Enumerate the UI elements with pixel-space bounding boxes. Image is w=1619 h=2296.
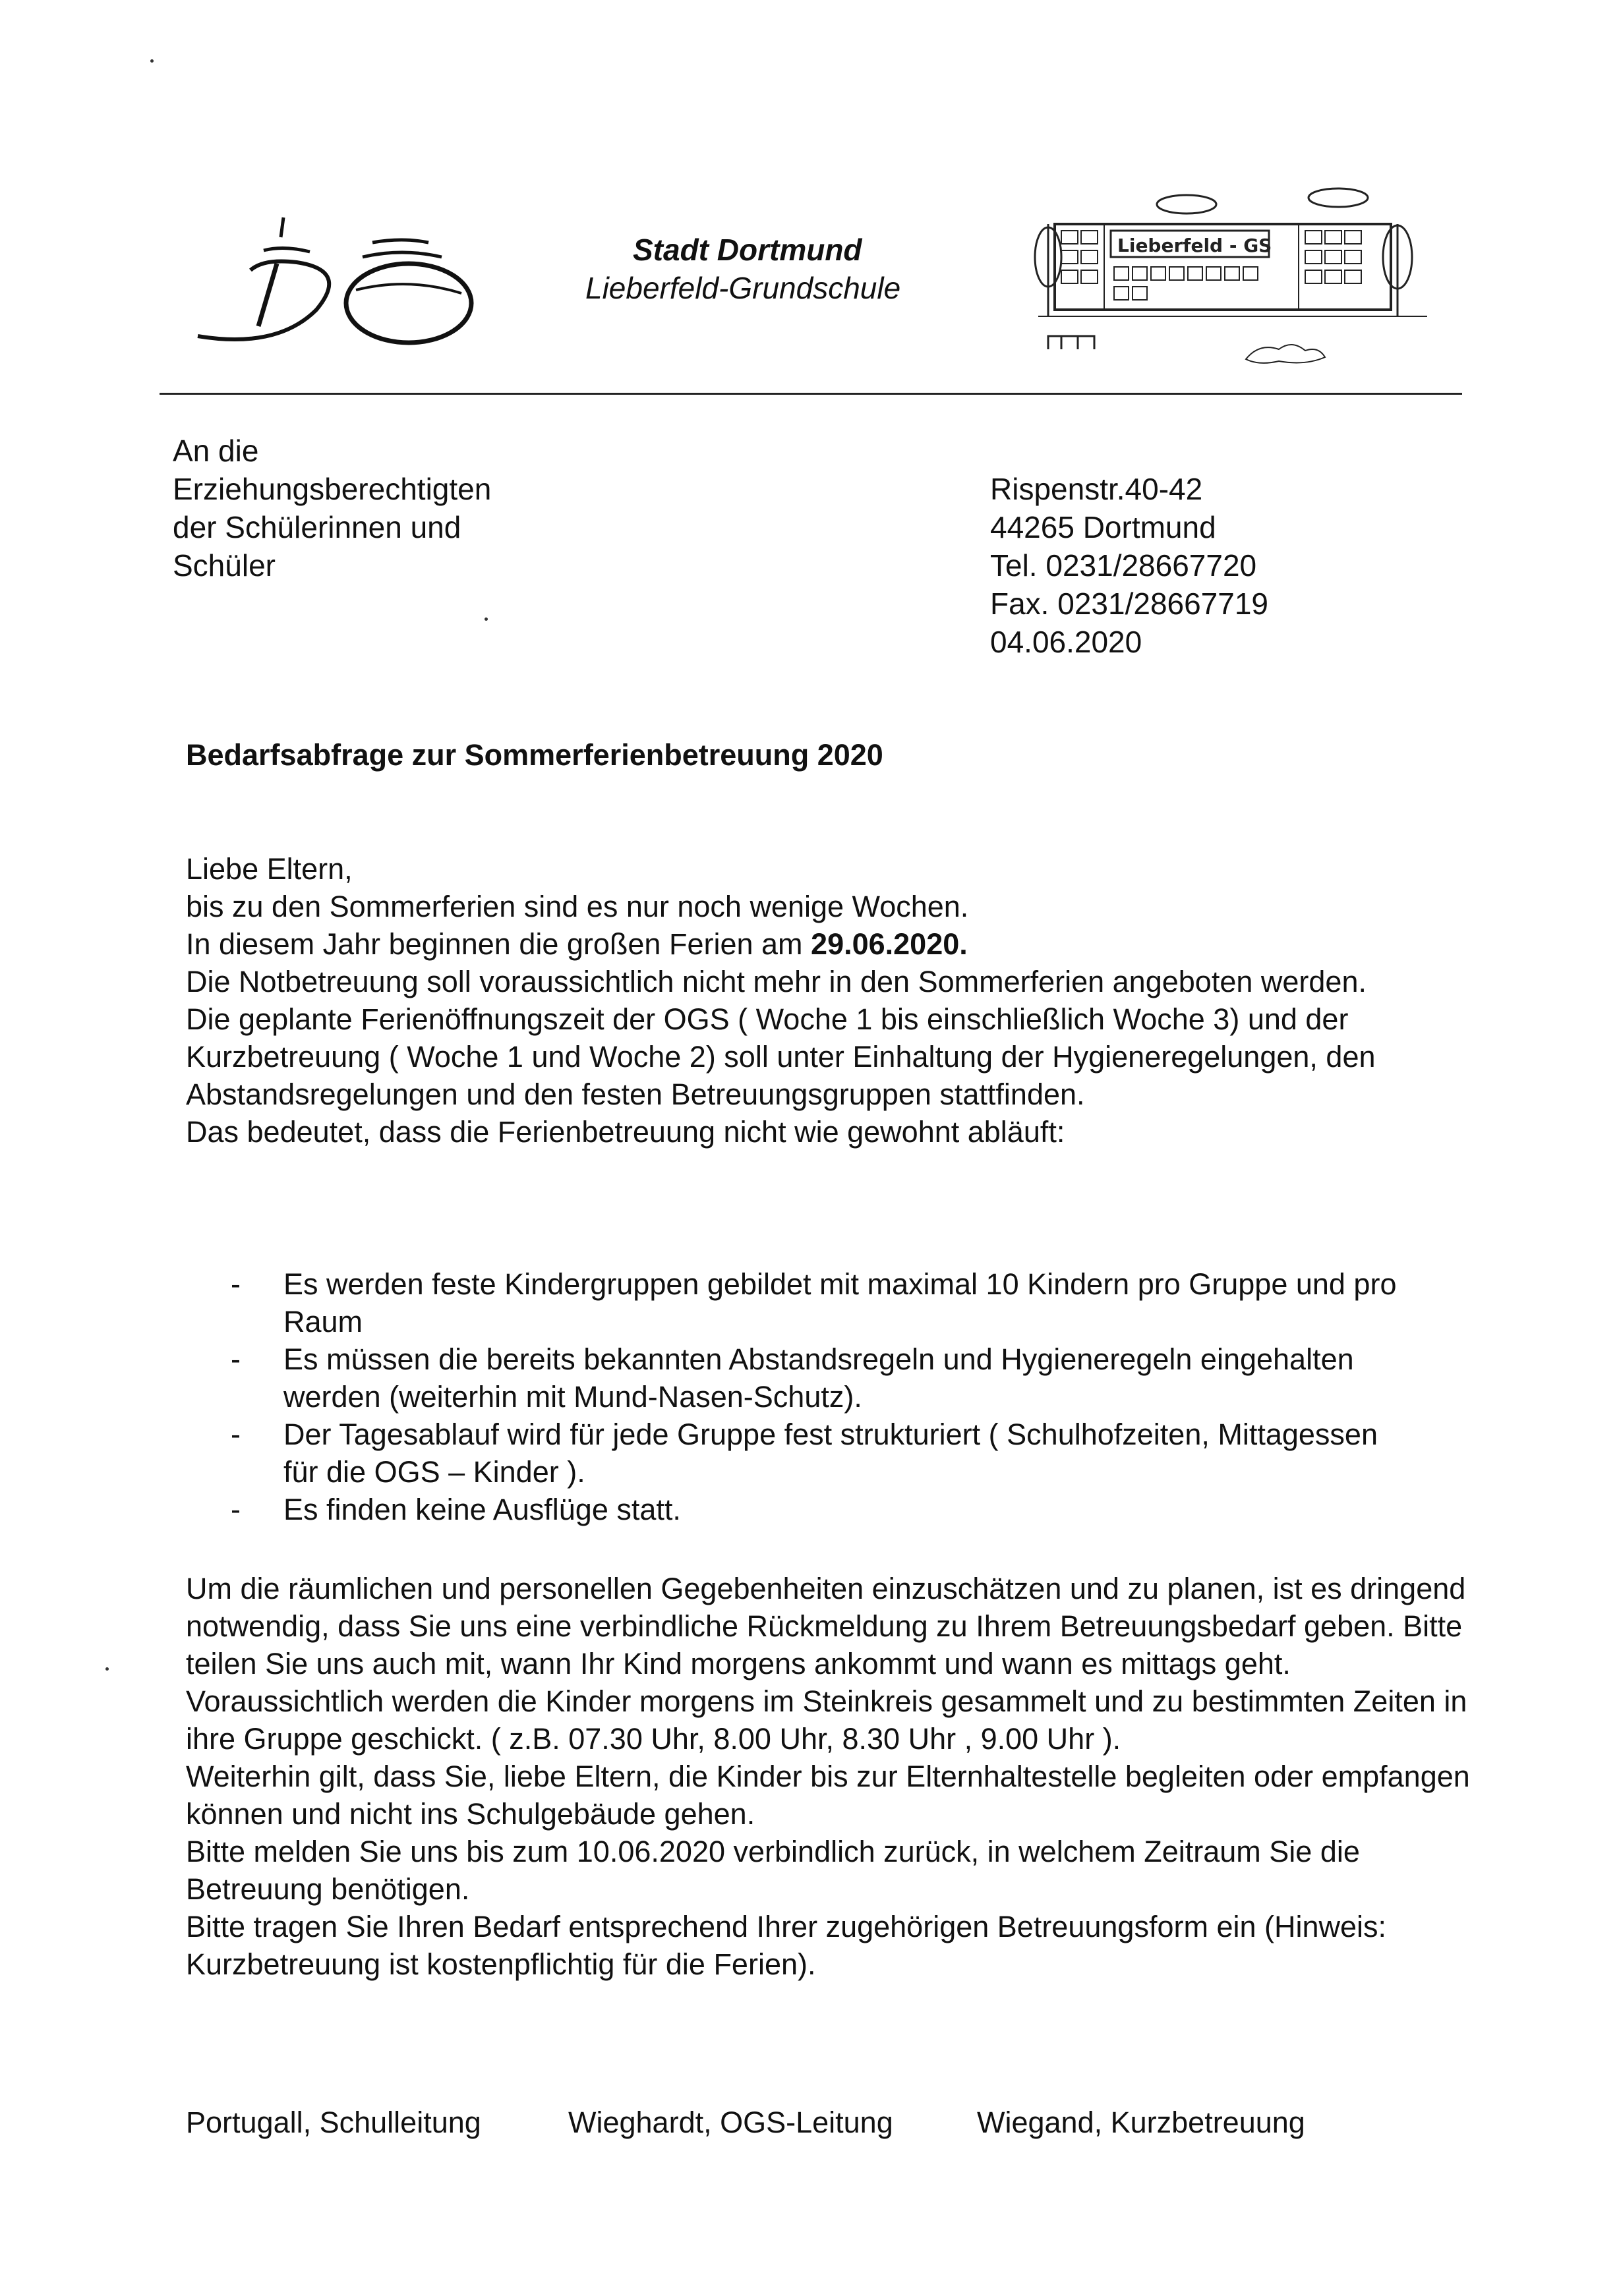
signature-ogs-lead: Wieghardt, OGS-Leitung [568,2106,893,2139]
signature-principal: Portugall, Schulleitung [186,2106,481,2139]
stadt-dortmund-logo [185,211,501,356]
letter-body [186,850,1478,1151]
body-paragraph: Bitte melden Sie uns bis zum 10.06.2020 verbindlich zurück, in welchem Zeitraum Sie die Betreuung benötigen. [186,1835,1360,1906]
holiday-start-date: 29.06.2020. [811,927,968,961]
list-item: - Der Tagesablauf wird für jede Gruppe fest strukturiert ( Schulhofzeiten, Mittagessen für die OGS – Kinder ). [231,1418,1378,1489]
body-paragraph: Bitte tragen Sie Ihren Bedarf entsprechend Ihrer zugehörigen Betreuungsform ein (Hinweis: Kurzbetreuung ist kostenpflichtig für die Ferien). [186,1910,1387,1981]
scan-speck [150,59,154,63]
greeting: Liebe Eltern, [186,852,353,886]
letter-date: 04.06.2020 [990,625,1142,659]
body-paragraph: Um die räumlichen und personellen Gegebenheiten einzuschätzen und zu planen, ist es dringend notwendig, dass Sie uns eine verbindliche Rückmeldung zu Ihrem Betreuungsbedarf geben. Bitte teilen Sie uns auch mit, wann Ihr Kind morgens ankommt und wann es mittags geht. Voraussichtlich werden die Kinder morgens im Steinkreis gesammelt und zu bestimmten Zeiten in ihre Gruppe geschickt. ( z.B. 07.30 Uhr, 8.00 Uhr, 8.30 Uhr , 9.00 Uhr ). [186,1572,1467,1756]
sender-street: Rispenstr.40-42 [990,472,1203,506]
letter-body-continued [186,1570,1478,1983]
recipient-line: An die [173,434,259,468]
school-name: Lieberfeld-Grundschule [585,271,901,305]
rules-list [231,1265,1404,1528]
body-paragraph: In diesem Jahr beginnen die großen Ferien am 29.06.2020. [186,927,968,961]
letter-subject: Bedarfsabfrage zur Sommerferienbetreuung 2020 [186,738,883,772]
body-paragraph: Das bedeutet, dass die Ferienbetreuung nicht wie gewohnt abläuft: [186,1115,1065,1149]
city-name: Stadt Dortmund [633,233,862,267]
sender-address [990,470,1268,661]
school-building-drawing [1028,185,1437,376]
body-paragraph: Die Notbetreuung soll voraussichtlich nicht mehr in den Sommerferien angeboten werden. [186,965,1367,998]
header-divider [160,393,1462,395]
sender-city: 44265 Dortmund [990,510,1216,544]
list-item: - Es finden keine Ausflüge statt. [231,1493,681,1526]
recipient-line: Erziehungsberechtigten [173,472,492,506]
scan-speck [105,1667,109,1671]
school-sign: Lieberfeld - GS [1117,235,1272,256]
list-item: - Es müssen die bereits bekannten Abstandsregeln und Hygieneregeln eingehalten werden (weiterhin mit Mund-Nasen-Schutz). [231,1342,1354,1414]
signature-short-care: Wiegand, Kurzbetreuung [977,2106,1305,2139]
sender-fax: Fax. 0231/28667719 [990,587,1269,621]
body-paragraph: Die geplante Ferienöffnungszeit der OGS ( Woche 1 bis einschließlich Woche 3) und der Kurzbetreuung ( Woche 1 und Woche 2) soll unter Einhaltung der Hygieneregelungen, den Abstandsregelungen und den festen Betreuungsgruppen stattfinden. [186,1002,1376,1111]
list-item: - Es werden feste Kindergruppen gebildet mit maximal 10 Kindern pro Gruppe und pro Raum [231,1267,1397,1338]
recipient-line: der Schülerinnen und [173,510,461,544]
recipient-line: Schüler [173,548,276,583]
sender-phone: Tel. 0231/28667720 [990,548,1257,583]
recipient-block [173,432,491,585]
body-paragraph: bis zu den Sommerferien sind es nur noch wenige Wochen. [186,890,969,923]
body-paragraph: Weiterhin gilt, dass Sie, liebe Eltern, die Kinder bis zur Elternhaltestelle begleiten oder empfangen können und nicht ins Schulgebäude gehen. [186,1760,1470,1831]
scan-speck [485,617,488,621]
